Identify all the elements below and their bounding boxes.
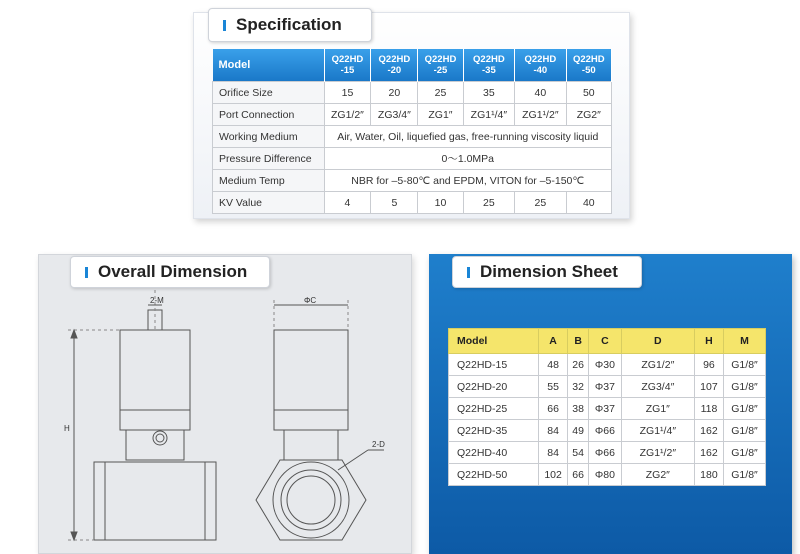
side-view xyxy=(256,330,366,540)
table-cell: 20 xyxy=(371,82,418,104)
valve-body-side xyxy=(274,330,348,430)
table-cell: Φ37 xyxy=(589,376,622,398)
table-header-cell: Q22HD -40 xyxy=(515,49,566,82)
table-cell: Φ37 xyxy=(589,398,622,420)
table-cell: 102 xyxy=(539,464,568,486)
table-cell: 40 xyxy=(566,192,611,214)
table-cell: G1/8″ xyxy=(724,442,766,464)
table-cell: ZG1/2″ xyxy=(324,104,371,126)
table-cell: 162 xyxy=(694,442,723,464)
dimension-sheet-tab xyxy=(452,256,642,288)
table-cell: 25 xyxy=(418,82,463,104)
side-port xyxy=(153,431,167,445)
valve-body xyxy=(120,330,190,430)
row-label: Port Connection xyxy=(213,104,325,126)
table-header-cell: C xyxy=(589,329,622,354)
model-cell: Q22HD-50 xyxy=(449,464,539,486)
table-cell: 48 xyxy=(539,354,568,376)
table-cell: ZG3/4″ xyxy=(621,376,694,398)
front-view xyxy=(94,310,216,540)
model-cell: Q22HD-25 xyxy=(449,398,539,420)
table-header-cell: H xyxy=(694,329,723,354)
table-cell: 162 xyxy=(694,420,723,442)
dimension-sheet-table xyxy=(448,328,766,486)
table-row xyxy=(213,192,612,214)
table-cell: 96 xyxy=(694,354,723,376)
table-cell: 49 xyxy=(568,420,589,442)
valve-drawing xyxy=(38,290,412,550)
table-row xyxy=(449,420,766,442)
table-header-cell: Q22HD -50 xyxy=(566,49,611,82)
table-row xyxy=(213,148,612,170)
table-cell: 4 xyxy=(324,192,371,214)
table-cell: 118 xyxy=(694,398,723,420)
table-cell: ZG1¹/4″ xyxy=(463,104,514,126)
model-cell: Q22HD-40 xyxy=(449,442,539,464)
row-label: Pressure Difference xyxy=(213,148,325,170)
accent-bar xyxy=(223,20,226,31)
table-cell: 0～1.0MPa xyxy=(324,148,612,170)
table-cell: Φ66 xyxy=(589,420,622,442)
table-cell: 15 xyxy=(324,82,371,104)
table-header-cell: Q22HD -35 xyxy=(463,49,514,82)
table-cell: 5 xyxy=(371,192,418,214)
table-row xyxy=(213,82,612,104)
specification-tab xyxy=(208,8,372,42)
table-cell: G1/8″ xyxy=(724,398,766,420)
table-header-cell: D xyxy=(621,329,694,354)
table-cell: ZG2″ xyxy=(621,464,694,486)
table-row xyxy=(213,170,612,192)
table-cell: G1/8″ xyxy=(724,464,766,486)
table-cell: Φ30 xyxy=(589,354,622,376)
dimension-label-d: 2-D xyxy=(372,440,385,449)
table-cell: 55 xyxy=(539,376,568,398)
table-cell: ZG1¹/2″ xyxy=(515,104,566,126)
table-cell: 107 xyxy=(694,376,723,398)
dimension-label-m: 2-M xyxy=(150,296,164,305)
table-header-cell: Q22HD -15 xyxy=(324,49,371,82)
table-cell: ZG1/2″ xyxy=(621,354,694,376)
table-cell: ZG1¹/2″ xyxy=(621,442,694,464)
table-cell: 40 xyxy=(515,82,566,104)
table-cell: 180 xyxy=(694,464,723,486)
model-cell: Q22HD-35 xyxy=(449,420,539,442)
dimension-label-c: ΦC xyxy=(304,296,317,305)
row-label: Medium Temp xyxy=(213,170,325,192)
table-row xyxy=(449,398,766,420)
table-header-row xyxy=(449,329,766,354)
table-cell: 10 xyxy=(418,192,463,214)
table-header-cell: A xyxy=(539,329,568,354)
table-cell: ZG1″ xyxy=(621,398,694,420)
row-label: KV Value xyxy=(213,192,325,214)
bore-inner xyxy=(281,470,341,530)
table-cell: G1/8″ xyxy=(724,354,766,376)
table-cell: 25 xyxy=(463,192,514,214)
row-label: Working Medium xyxy=(213,126,325,148)
model-cell: Q22HD-15 xyxy=(449,354,539,376)
table-cell: 84 xyxy=(539,442,568,464)
table-row xyxy=(213,104,612,126)
table-cell: Φ66 xyxy=(589,442,622,464)
overall-dimension-tab xyxy=(70,256,270,288)
table-cell: 26 xyxy=(568,354,589,376)
table-cell: 66 xyxy=(539,398,568,420)
table-cell: 66 xyxy=(568,464,589,486)
table-cell: ZG1″ xyxy=(418,104,463,126)
table-cell: ZG1¹/4″ xyxy=(621,420,694,442)
table-header-cell: Q22HD -25 xyxy=(418,49,463,82)
table-cell: NBR for –5-80℃ and EPDM, VITON for –5-150℃ xyxy=(324,170,612,192)
table-cell: 38 xyxy=(568,398,589,420)
table-cell: G1/8″ xyxy=(724,420,766,442)
table-cell: 35 xyxy=(463,82,514,104)
specification-table xyxy=(212,49,612,214)
table-header-cell: Q22HD -20 xyxy=(371,49,418,82)
dimension-sheet-title: Dimension Sheet xyxy=(480,262,618,281)
table-cell: 50 xyxy=(566,82,611,104)
table-cell: Air, Water, Oil, liquefied gas, free-running viscosity liquid xyxy=(324,126,612,148)
table-header-row xyxy=(213,49,612,82)
table-row xyxy=(449,376,766,398)
row-label: Orifice Size xyxy=(213,82,325,104)
valve-base xyxy=(94,462,216,540)
bore-outer xyxy=(273,462,349,538)
accent-bar xyxy=(467,267,470,278)
table-cell: ZG3/4″ xyxy=(371,104,418,126)
table-row xyxy=(449,354,766,376)
table-row xyxy=(449,442,766,464)
overall-dimension-title: Overall Dimension xyxy=(98,262,248,281)
dimension-label-h: H xyxy=(64,424,70,433)
model-cell: Q22HD-20 xyxy=(449,376,539,398)
table-cell: ZG2″ xyxy=(566,104,611,126)
table-row xyxy=(449,464,766,486)
table-cell: Φ80 xyxy=(589,464,622,486)
table-cell: 54 xyxy=(568,442,589,464)
table-header-cell: B xyxy=(568,329,589,354)
table-header-cell: Model xyxy=(449,329,539,354)
table-row xyxy=(213,126,612,148)
table-cell: 84 xyxy=(539,420,568,442)
table-header-cell: Model xyxy=(213,49,325,82)
accent-bar xyxy=(85,267,88,278)
table-cell: 32 xyxy=(568,376,589,398)
table-cell: 25 xyxy=(515,192,566,214)
table-cell: G1/8″ xyxy=(724,376,766,398)
table-header-cell: M xyxy=(724,329,766,354)
specification-title: Specification xyxy=(236,15,342,34)
